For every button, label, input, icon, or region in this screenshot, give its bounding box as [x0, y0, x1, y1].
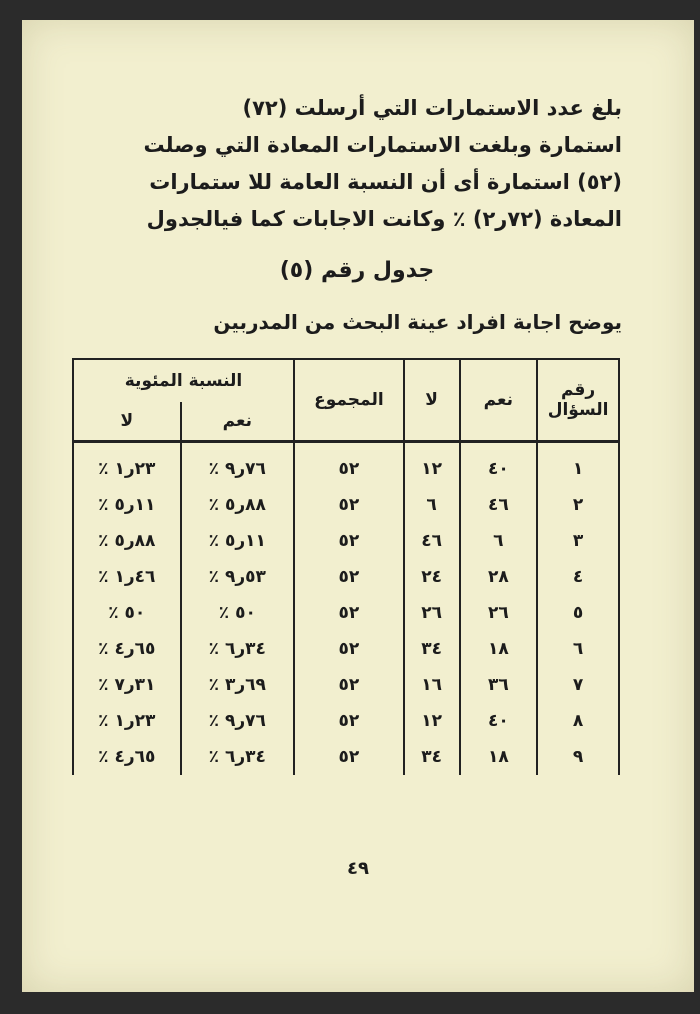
cell-total: ٥٢: [294, 523, 404, 559]
cell-q: ٦: [537, 631, 619, 667]
table-row: [73, 631, 619, 667]
paragraph-line: المعادة (٧٢ر٢) ٪ وكانت الاجابات كما فيالجدول: [146, 207, 622, 231]
cell-q: ٩: [537, 739, 619, 775]
cell-yes: ٤٠: [460, 442, 538, 488]
cell-q: ٧: [537, 667, 619, 703]
cell-q: ٨: [537, 703, 619, 739]
cell-no: ٣٤: [404, 739, 460, 775]
cell-pyes: ١١ر٥ ٪: [181, 523, 294, 559]
table-row: [73, 703, 619, 739]
table-row: [73, 739, 619, 775]
header-percentage: النسبة المئوية: [73, 359, 294, 402]
cell-no: ١٦: [404, 667, 460, 703]
cell-total: ٥٢: [294, 559, 404, 595]
cell-no: ٦: [404, 487, 460, 523]
paragraph-line: بلغ عدد الاستمارات التي أرسلت (٧٢): [242, 96, 622, 120]
cell-pno: ٤٦ر١ ٪: [73, 559, 181, 595]
cell-total: ٥٢: [294, 631, 404, 667]
cell-total: ٥٢: [294, 703, 404, 739]
cell-yes: ٢٦: [460, 595, 538, 631]
header-text: السؤال: [547, 400, 609, 420]
page-number: ٤٩: [347, 858, 369, 879]
header-text: رقم: [560, 380, 596, 400]
header-yes: نعم: [460, 359, 538, 442]
header-total: المجموع: [294, 359, 404, 442]
cell-yes: ٤٠: [460, 703, 538, 739]
cell-pno: ٨٨ر٥ ٪: [73, 523, 181, 559]
header-pct-no: لا: [73, 402, 181, 442]
cell-pyes: ٣٤ر٦ ٪: [181, 739, 294, 775]
cell-pno: ٦٥ر٤ ٪: [73, 739, 181, 775]
cell-no: ١٢: [404, 703, 460, 739]
cell-no: ٢٦: [404, 595, 460, 631]
cell-yes: ٦: [460, 523, 538, 559]
cell-yes: ١٨: [460, 739, 538, 775]
results-table: [72, 358, 620, 775]
table-row: [73, 595, 619, 631]
cell-pyes: ٥٠ ٪: [181, 595, 294, 631]
table-subtitle: يوضح اجابة افراد عينة البحث من المدربين: [213, 310, 622, 334]
table-row: [73, 487, 619, 523]
cell-pno: ٦٥ر٤ ٪: [73, 631, 181, 667]
cell-pyes: ٦٩ر٣ ٪: [181, 667, 294, 703]
table-row: [73, 442, 619, 488]
cell-yes: ٢٨: [460, 559, 538, 595]
header-pct-yes: نعم: [181, 402, 294, 442]
cell-pno: ٢٣ر١ ٪: [73, 703, 181, 739]
paragraph-line: استمارة وبلغت الاستمارات المعادة التي وصلت: [143, 133, 622, 157]
cell-total: ٥٢: [294, 442, 404, 488]
cell-pyes: ٣٤ر٦ ٪: [181, 631, 294, 667]
cell-pyes: ٨٨ر٥ ٪: [181, 487, 294, 523]
cell-q: ٣: [537, 523, 619, 559]
cell-total: ٥٢: [294, 739, 404, 775]
cell-no: ٤٦: [404, 523, 460, 559]
cell-pno: ٢٣ر١ ٪: [73, 442, 181, 488]
table-title: جدول رقم (٥): [279, 258, 435, 283]
cell-pyes: ٧٦ر٩ ٪: [181, 703, 294, 739]
cell-pyes: ٥٣ر٩ ٪: [181, 559, 294, 595]
cell-q: ٥: [537, 595, 619, 631]
table-row: [73, 523, 619, 559]
cell-q: ٢: [537, 487, 619, 523]
table-row: [73, 667, 619, 703]
cell-total: ٥٢: [294, 487, 404, 523]
cell-no: ٢٤: [404, 559, 460, 595]
cell-total: ٥٢: [294, 667, 404, 703]
paragraph-line: (٥٢) استمارة أى أن النسبة العامة للا ستمارات: [149, 170, 622, 194]
header-question-no: [537, 359, 619, 442]
header-no: لا: [404, 359, 460, 442]
cell-yes: ٣٦: [460, 667, 538, 703]
cell-q: ١: [537, 442, 619, 488]
cell-q: ٤: [537, 559, 619, 595]
cell-yes: ١٨: [460, 631, 538, 667]
cell-yes: ٤٦: [460, 487, 538, 523]
cell-pno: ١١ر٥ ٪: [73, 487, 181, 523]
cell-total: ٥٢: [294, 595, 404, 631]
cell-no: ٣٤: [404, 631, 460, 667]
book-page: [22, 20, 694, 992]
cell-pno: ٣١ر٧ ٪: [73, 667, 181, 703]
cell-no: ١٢: [404, 442, 460, 488]
cell-pno: ٥٠ ٪: [73, 595, 181, 631]
table-row: [73, 559, 619, 595]
intro-paragraph: [92, 90, 622, 238]
cell-pyes: ٧٦ر٩ ٪: [181, 442, 294, 488]
